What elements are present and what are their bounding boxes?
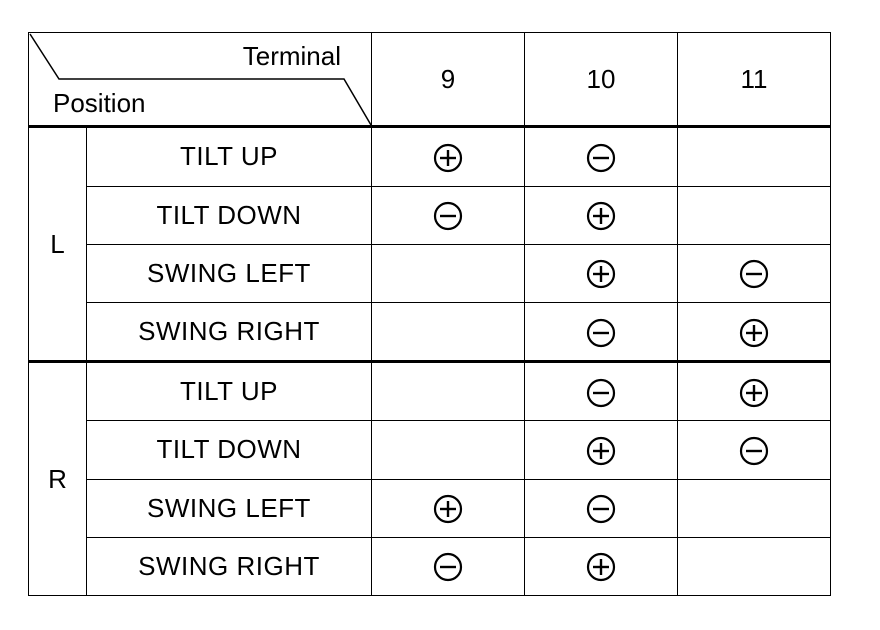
terminal-cell-11 — [678, 127, 831, 186]
plus-in-circle-icon — [586, 259, 616, 289]
position-label: SWING RIGHT — [87, 537, 372, 595]
terminal-cell-9 — [372, 186, 525, 244]
terminal-cell-10 — [525, 127, 678, 186]
terminal-cell-11 — [678, 302, 831, 361]
terminal-cell-9 — [372, 421, 525, 479]
position-label: SWING RIGHT — [87, 302, 372, 361]
minus-in-circle-icon — [739, 259, 769, 289]
terminal-cell-10 — [525, 302, 678, 361]
minus-in-circle-icon — [433, 552, 463, 582]
position-label: TILT UP — [87, 362, 372, 421]
plus-in-circle-icon — [739, 318, 769, 348]
table-row — [29, 421, 831, 479]
table-row — [29, 127, 831, 186]
plus-in-circle-icon — [586, 552, 616, 582]
minus-in-circle-icon — [586, 143, 616, 173]
terminal-cell-9 — [372, 362, 525, 421]
plus-in-circle-icon — [586, 201, 616, 231]
terminal-cell-11 — [678, 186, 831, 244]
minus-in-circle-icon — [739, 436, 769, 466]
table-row — [29, 244, 831, 302]
table-row — [29, 362, 831, 421]
table-row — [29, 479, 831, 537]
table-row — [29, 302, 831, 361]
minus-in-circle-icon — [586, 494, 616, 524]
terminal-cell-11 — [678, 479, 831, 537]
terminal-header-label: Terminal — [242, 41, 341, 71]
minus-in-circle-icon — [433, 201, 463, 231]
terminal-header-11: 11 — [678, 33, 831, 127]
terminal-cell-9 — [372, 302, 525, 361]
plus-in-circle-icon — [433, 143, 463, 173]
terminal-cell-10 — [525, 186, 678, 244]
terminal-cell-11 — [678, 421, 831, 479]
plus-in-circle-icon — [433, 494, 463, 524]
terminal-cell-11 — [678, 537, 831, 595]
table-row — [29, 537, 831, 595]
terminal-position-table — [28, 32, 831, 596]
position-label: SWING LEFT — [87, 479, 372, 537]
terminal-cell-11 — [678, 362, 831, 421]
position-label: TILT DOWN — [87, 186, 372, 244]
terminal-cell-9 — [372, 244, 525, 302]
terminal-cell-9 — [372, 479, 525, 537]
terminal-cell-9 — [372, 127, 525, 186]
position-label: SWING LEFT — [87, 244, 372, 302]
terminal-cell-9 — [372, 537, 525, 595]
terminal-cell-11 — [678, 244, 831, 302]
position-label: TILT UP — [87, 127, 372, 186]
terminal-cell-10 — [525, 537, 678, 595]
group-label-r: R — [29, 362, 87, 596]
terminal-cell-10 — [525, 421, 678, 479]
corner-header-cell — [29, 33, 372, 127]
plus-in-circle-icon — [739, 378, 769, 408]
minus-in-circle-icon — [586, 318, 616, 348]
terminal-cell-10 — [525, 244, 678, 302]
header-row — [29, 33, 831, 127]
terminal-cell-10 — [525, 362, 678, 421]
position-label: TILT DOWN — [87, 421, 372, 479]
terminal-header-10: 10 — [525, 33, 678, 127]
group-label-l: L — [29, 127, 87, 362]
minus-in-circle-icon — [586, 378, 616, 408]
position-header-label: Position — [53, 88, 146, 119]
terminal-position-table-wrap — [28, 32, 830, 596]
terminal-cell-10 — [525, 479, 678, 537]
terminal-header-9: 9 — [372, 33, 525, 127]
plus-in-circle-icon — [586, 436, 616, 466]
table-row — [29, 186, 831, 244]
